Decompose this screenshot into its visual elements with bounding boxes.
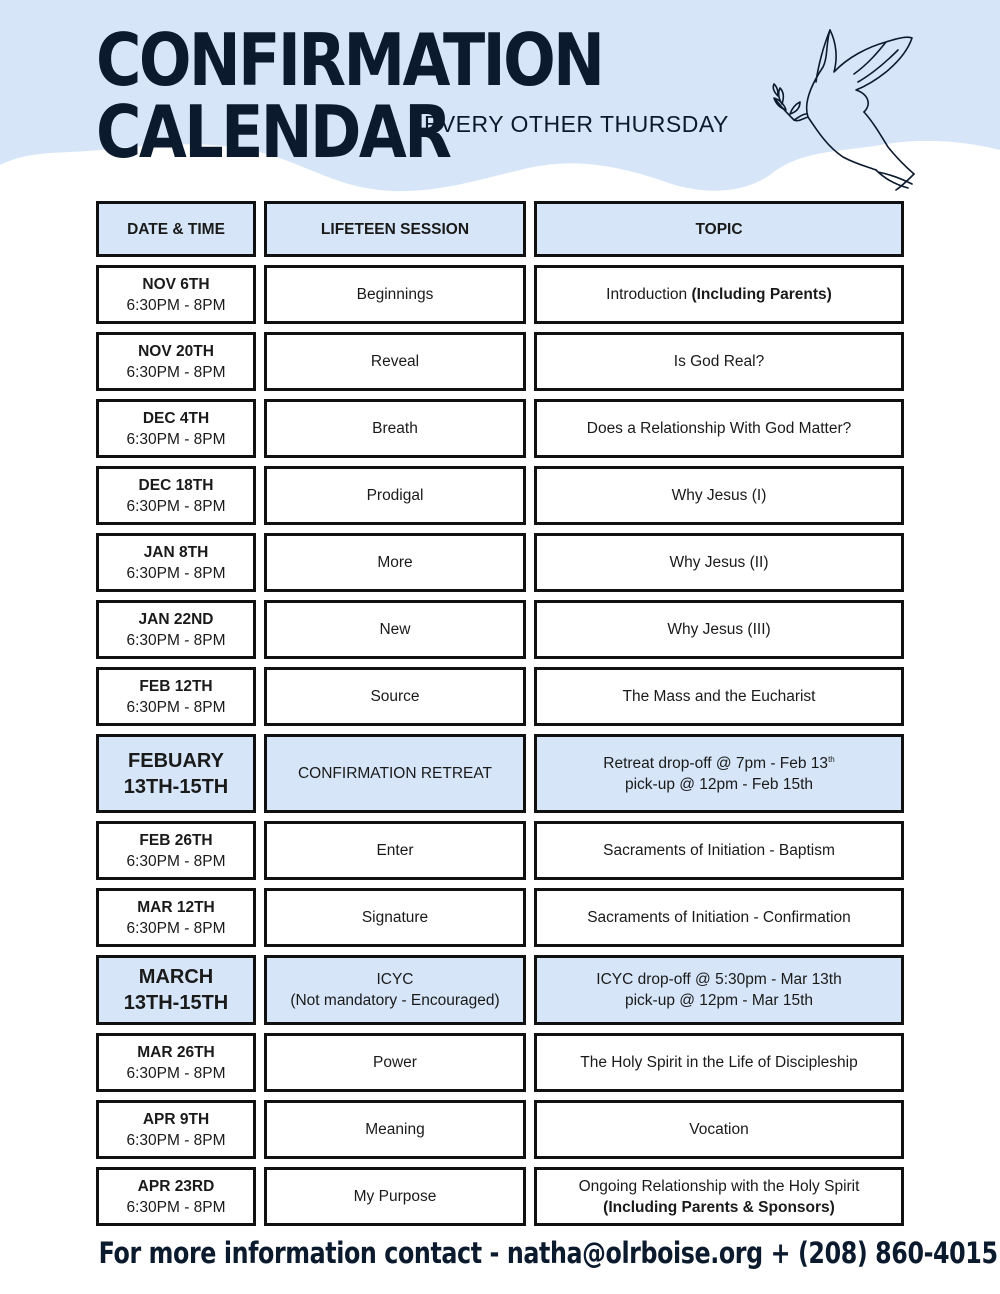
row-date-cell <box>96 332 256 391</box>
row-date-cell <box>96 667 256 726</box>
row-date-cell <box>96 955 256 1025</box>
row-session: New <box>264 600 526 659</box>
row-time: 6:30PM - 8PM <box>126 430 226 448</box>
column-header-session: LIFETEEN SESSION <box>264 201 526 257</box>
row-session: Meaning <box>264 1100 526 1159</box>
row-date-cell <box>96 1033 256 1092</box>
row-topic <box>534 1167 904 1226</box>
row-date-cell <box>96 600 256 659</box>
row-topic-text: ICYC drop-off @ 5:30pm - Mar 13th <box>596 971 842 988</box>
row-topic: Vocation <box>534 1100 904 1159</box>
row-session: More <box>264 533 526 592</box>
row-date: NOV 20TH <box>138 342 214 360</box>
row-date-cell <box>96 888 256 947</box>
row-time: 6:30PM - 8PM <box>126 698 226 716</box>
row-session: Enter <box>264 821 526 880</box>
row-date: FEB 12TH <box>139 677 213 695</box>
row-date-cell <box>96 1167 256 1226</box>
row-date: APR 9TH <box>142 1110 210 1128</box>
row-date: DEC 18TH <box>138 476 214 494</box>
row-session: CONFIRMATION RETREAT <box>264 734 526 813</box>
row-date-cell <box>96 466 256 525</box>
row-date-cell <box>96 734 256 813</box>
row-date: MARCH <box>138 966 214 988</box>
row-session <box>264 955 526 1025</box>
row-session: Power <box>264 1033 526 1092</box>
row-session: Beginnings <box>264 265 526 324</box>
row-time: 6:30PM - 8PM <box>126 296 226 314</box>
page-title <box>96 18 603 174</box>
row-topic-bold-line2: (Including Parents & Sponsors) <box>603 1198 835 1216</box>
row-time: 6:30PM - 8PM <box>126 1131 226 1149</box>
row-session: Source <box>264 667 526 726</box>
row-time: 6:30PM - 8PM <box>126 1198 226 1216</box>
row-topic: Sacraments of Initiation - Confirmation <box>534 888 904 947</box>
column-header-topic: TOPIC <box>534 201 904 257</box>
footer-contact-text: For more information contact - natha@olrboise.org + (208) 860-4015 <box>98 1236 998 1270</box>
row-topic-superscript: th <box>828 754 835 764</box>
row-date: NOV 6TH <box>142 275 210 293</box>
row-session-text: ICYC <box>376 971 414 988</box>
row-topic <box>534 955 904 1025</box>
row-time: 13TH-15TH <box>123 775 229 798</box>
subtitle: EVERY OTHER THURSDAY <box>424 111 729 137</box>
row-topic: Why Jesus (III) <box>534 600 904 659</box>
row-topic: Is God Real? <box>534 332 904 391</box>
row-time: 6:30PM - 8PM <box>126 852 226 870</box>
row-topic: The Holy Spirit in the Life of Discipleship <box>534 1033 904 1092</box>
row-time: 6:30PM - 8PM <box>126 363 226 381</box>
row-date-cell <box>96 265 256 324</box>
dove-icon <box>768 22 918 194</box>
row-time: 6:30PM - 8PM <box>126 497 226 515</box>
row-topic: Does a Relationship With God Matter? <box>534 399 904 458</box>
row-topic-line2: pick-up @ 12pm - Feb 15th <box>624 775 814 793</box>
row-topic-text: Introduction <box>606 286 688 303</box>
row-time: 6:30PM - 8PM <box>126 564 226 582</box>
row-topic-text: Retreat drop-off @ 7pm - Feb 13 <box>603 754 829 772</box>
row-time: 6:30PM - 8PM <box>126 1064 226 1082</box>
row-date: FEBUARY <box>128 749 224 772</box>
row-session: Reveal <box>264 332 526 391</box>
row-date-cell <box>96 399 256 458</box>
title-line-2: CALENDAR <box>96 90 450 174</box>
footer-contact <box>0 1236 1000 1270</box>
row-topic <box>534 265 904 324</box>
row-time: 6:30PM - 8PM <box>126 631 226 649</box>
row-session: Prodigal <box>264 466 526 525</box>
row-date: JAN 8TH <box>143 543 209 561</box>
row-topic <box>534 734 904 813</box>
row-topic: Why Jesus (I) <box>534 466 904 525</box>
row-date: MAR 12TH <box>137 898 215 916</box>
row-topic: Sacraments of Initiation - Baptism <box>534 821 904 880</box>
row-date: MAR 26TH <box>137 1043 215 1061</box>
row-topic-bold: (Including Parents) <box>691 286 832 303</box>
row-date: DEC 4TH <box>142 409 210 427</box>
row-topic: Why Jesus (II) <box>534 533 904 592</box>
row-session-line2: (Not mandatory - Encouraged) <box>290 992 500 1009</box>
row-topic-text: Ongoing Relationship with the Holy Spirit <box>578 1177 860 1195</box>
row-date-cell <box>96 533 256 592</box>
row-date-cell <box>96 821 256 880</box>
row-time: 6:30PM - 8PM <box>126 919 226 937</box>
row-date: APR 23RD <box>137 1177 215 1195</box>
row-session: My Purpose <box>264 1167 526 1226</box>
row-date-cell <box>96 1100 256 1159</box>
row-date: JAN 22ND <box>138 610 214 628</box>
row-topic: The Mass and the Eucharist <box>534 667 904 726</box>
column-header-date: DATE & TIME <box>96 201 256 257</box>
row-topic-line2: pick-up @ 12pm - Mar 15th <box>624 992 814 1009</box>
row-time: 13TH-15TH <box>123 992 229 1014</box>
row-date: FEB 26TH <box>139 831 213 849</box>
row-session: Breath <box>264 399 526 458</box>
title-line-1: CONFIRMATION <box>96 18 603 102</box>
row-session: Signature <box>264 888 526 947</box>
